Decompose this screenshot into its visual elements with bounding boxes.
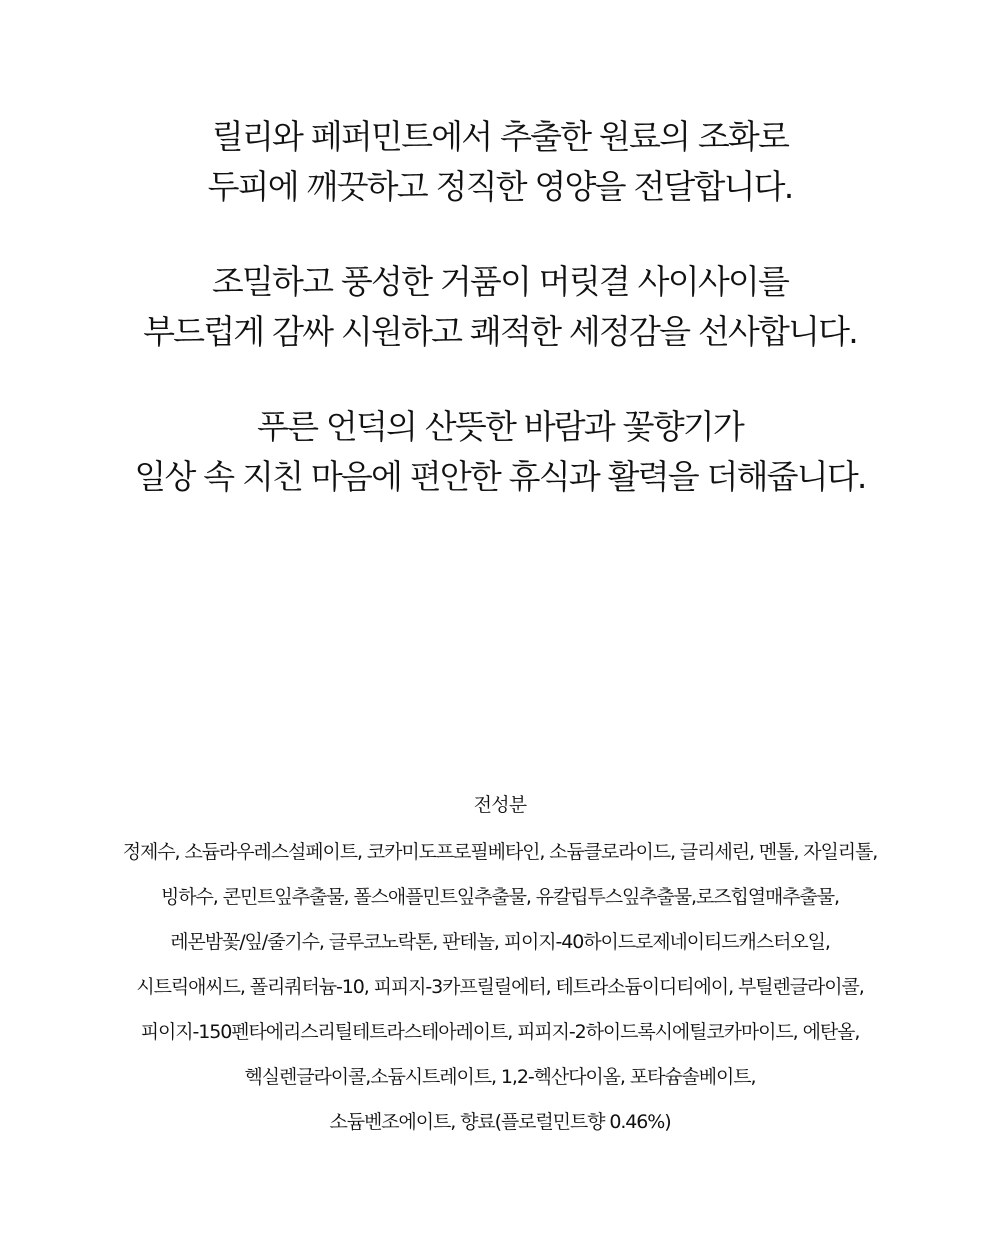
ingredients-line: 정제수, 소듐라우레스설페이트, 코카미도프로필베타인, 소듐클로라이드, 글리세린, 멘톨, 자일리톨, <box>122 841 878 863</box>
ingredients-title: 전성분 <box>473 794 527 816</box>
intro-paragraph-2 <box>0 257 1000 357</box>
intro-copy <box>0 112 1000 547</box>
ingredients-line: 시트릭애씨드, 폴리쿼터늄-10, 피피지-3카프릴릴에터, 테트라소듐이디티에이, 부틸렌글라이콜, <box>136 976 864 998</box>
intro-line: 부드럽게 감싸 시원하고 쾌적한 세정감을 선사합니다. <box>143 312 857 351</box>
intro-line: 릴리와 페퍼민트에서 추출한 원료의 조화로 <box>211 117 789 156</box>
ingredients-section <box>0 780 1000 1145</box>
intro-line: 조밀하고 풍성한 거품이 머릿결 사이사이를 <box>211 262 789 301</box>
intro-paragraph-3 <box>0 402 1000 502</box>
intro-line: 푸른 언덕의 산뜻한 바람과 꽃향기가 <box>257 407 743 446</box>
intro-line: 두피에 깨끗하고 정직한 영양을 전달합니다. <box>207 167 793 206</box>
ingredients-line: 빙하수, 콘민트잎추출물, 폴스애플민트잎추출물, 유칼립투스잎추출물,로즈힙열매추출물, <box>161 886 839 908</box>
intro-line: 일상 속 지친 마음에 편안한 휴식과 활력을 더해줍니다. <box>134 457 866 496</box>
ingredients-line: 헥실렌글라이콜,소듐시트레이트, 1,2-헥산다이올, 포타슘솔베이트, <box>244 1066 756 1088</box>
ingredients-line: 피이지-150펜타에리스리틸테트라스테아레이트, 피피지-2하이드록시에틸코카마이드, 에탄올, <box>140 1021 860 1043</box>
intro-paragraph-1 <box>0 112 1000 212</box>
ingredients-line: 소듐벤조에이트, 향료(플로럴민트향 0.46%) <box>329 1111 671 1133</box>
ingredients-line: 레몬밤꽃/잎/줄기수, 글루코노락톤, 판테놀, 피이지-40하이드로제네이티드캐스터오일, <box>170 931 830 953</box>
